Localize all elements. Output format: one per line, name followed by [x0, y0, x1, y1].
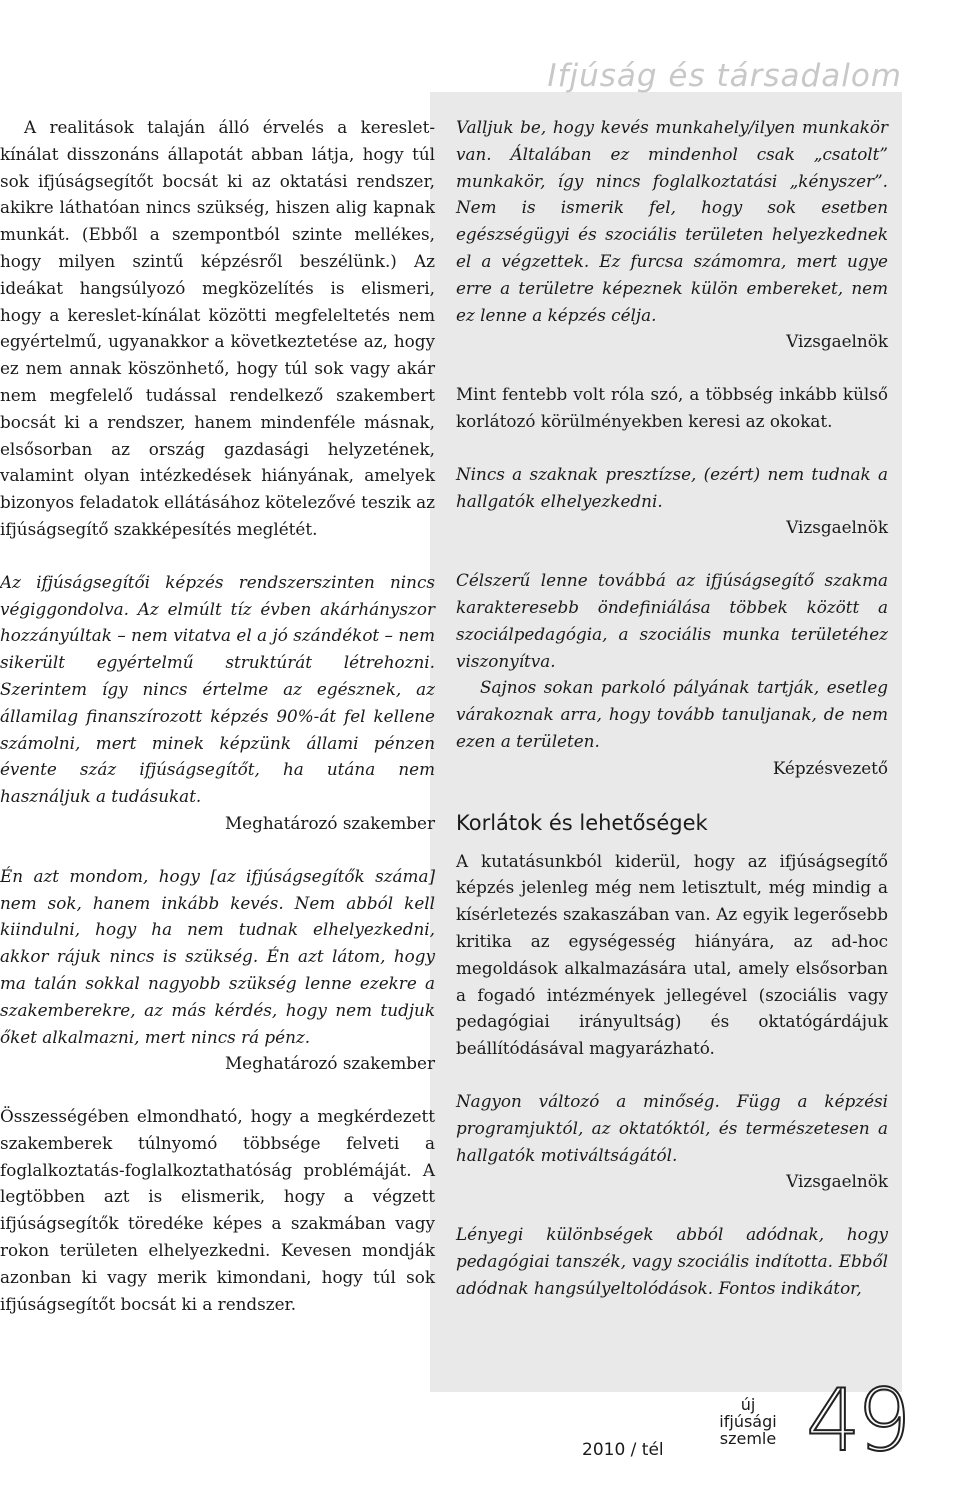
interview-quote: Nincs a szaknak presztízse, (ezért) nem tudnak a hallgatók elhelyezkedni. — [456, 463, 888, 511]
quote-attribution: Képzésvezető — [772, 757, 888, 778]
interview-quote: Lényegi különbségek abból adódnak, hogy pedagógiai tanszék, vagy szociális indította. Ebből adódnak hangsúlyeltolódások. Fontos indikátor, — [456, 1224, 888, 1298]
section-header: Ifjúság és társadalom — [547, 58, 902, 94]
quote-attribution: Vizsgaelnök — [786, 331, 888, 352]
logo-line: ifjúsági — [719, 1412, 777, 1431]
interview-quote: Nagyon változó a minőség. Függ a képzési programjuktól, az oktatóktól, és természetesen a hallgatók motiváltságától. — [456, 1090, 888, 1165]
page-number: 49 — [806, 1371, 908, 1471]
quote-attribution: Vizsgaelnök — [786, 1171, 888, 1192]
interview-quote: Én azt mondom, hogy [az ifjúságsegítők száma] nem sok, hanem inkább kevés. Nem abból kell kiindulni, hogy ha nem tudnak elhelyezkedni, akkor rájuk nincs is szükség. Én azt látom, hogy ma talán sokkal nagyobb szükség lenne ezekre a szakemberekre, az más kérdés, hogy nem tudjuk őket alkalmazni, mert nincs rá pénz. — [0, 865, 435, 1047]
body-paragraph: A kutatásunkból kiderül, hogy az ifjúságsegítő képzés jelenleg még nem letisztult, még mindig a kísérletezés szakaszában van. Az egyik legerősebb kritika az egységesség hiányára, az ad-hoc megoldások alkalmazására utal, amely elsősorban a fogadó intézmények jellegével (szociális vagy pedagógiai irányultság) és oktatógárdájuk beállítódásával magyarázható. — [456, 850, 888, 1059]
body-paragraph: Összességében elmondható, hogy a megkérdezett szakemberek túlnyomó többsége felveti a foglalkoztatás-foglalkoztathatóság problémáját. A legtöbben azt is elismerik, hogy a végzett ifjúságsegítők töredéke képes a szakmában vagy rokon területen elhelyezkedni. Kevesen mondják azonban ki vagy merik kimondani, hogy túl sok ifjúságsegítőt bocsát ki a rendszer. — [0, 1106, 435, 1314]
interview-quote: Valljuk be, hogy kevés munkahely/ilyen munkakör van. Általában ez mindenhol csak „csatolt” munkakör, így nincs foglalkoztatási „kényszer”. Nem is ismerik fel, hogy sok esetben egészségügyi és szociális területen helyezkednek el a végzettek. Ez furcsa számomra, mert ugye erre a területre képeznek külön embereket, nem ez lenne a képzés célja. — [456, 117, 888, 325]
interview-quote: Célszerű lenne továbbá az ifjúságsegítő szakma karakteresebb öndefiniálása többek között a szociálpedagógia, a szociális munka területéhez viszonyítva. — [456, 570, 888, 671]
body-paragraph: Mint fentebb volt róla szó, a többség inkább külső korlátozó körülményekben keresi az okokat. — [456, 384, 888, 431]
interview-quote: Az ifjúságsegítői képzés rendszerszinten nincs végiggondolva. Az elmúlt tíz évben akárhányszor hozzányúltak – nem vitatva el a jó szándékot – nem sikerült egyértelmű struktúrát létrehozni. Szerintem így nincs értelme az egésznek, az államilag finanszírozott képzés 90%-át fel kellene számolni, mert minek képzünk állami pénzen évente száz ifjúságsegítőt, ha utána nem használjuk a tudásukat. — [0, 571, 435, 807]
quote-attribution: Meghatározó szakember — [225, 1053, 435, 1074]
left-column — [0, 114, 435, 1317]
right-column — [456, 114, 888, 1301]
body-paragraph: A realitások talaján álló érvelés a kereslet-kínálat disszonáns állapotát abban látja, hogy túl sok ifjúságsegítőt bocsát ki az oktatási rendszer, akikre láthatóan nincs szükség, hiszen alig kapnak munkát. (Ebből a szempontból szinte mellékes, hogy milyen szintű képzésről beszélünk.) Az ideákat hangsúlyozó megközelítés is elismeri, hogy a kereslet-kínálat közötti megfeleltetés nem egyértelmű, ugyanakkor a következtetése az, hogy ez nem annak köszönhető, hogy túl sok vagy akár nem megfelelő tudással rendelkező szakembert bocsát ki a rendszer, hanem mindenféle másnak, elsősorban az ország gazdasági helyzetének, valamint olyan intézkedések hiányának, amelyek bizonyos feladatok ellátásához kötelezővé teszik az ifjúságsegítő szakképesítés meglétét. — [0, 117, 435, 539]
logo-line: szemle — [719, 1429, 777, 1448]
quote-attribution: Meghatározó szakember — [225, 812, 435, 833]
magazine-logo — [706, 1396, 790, 1447]
issue-date: 2010 / tél — [582, 1440, 664, 1460]
logo-line: új — [740, 1395, 756, 1414]
interview-quote: Sajnos sokan parkoló pályának tartják, esetleg várakoznak arra, hogy tovább tanuljanak, de nem ezen a területen. — [456, 677, 888, 751]
section-heading: Korlátok és lehetőségek — [456, 810, 708, 835]
quote-attribution: Vizsgaelnök — [786, 517, 888, 538]
